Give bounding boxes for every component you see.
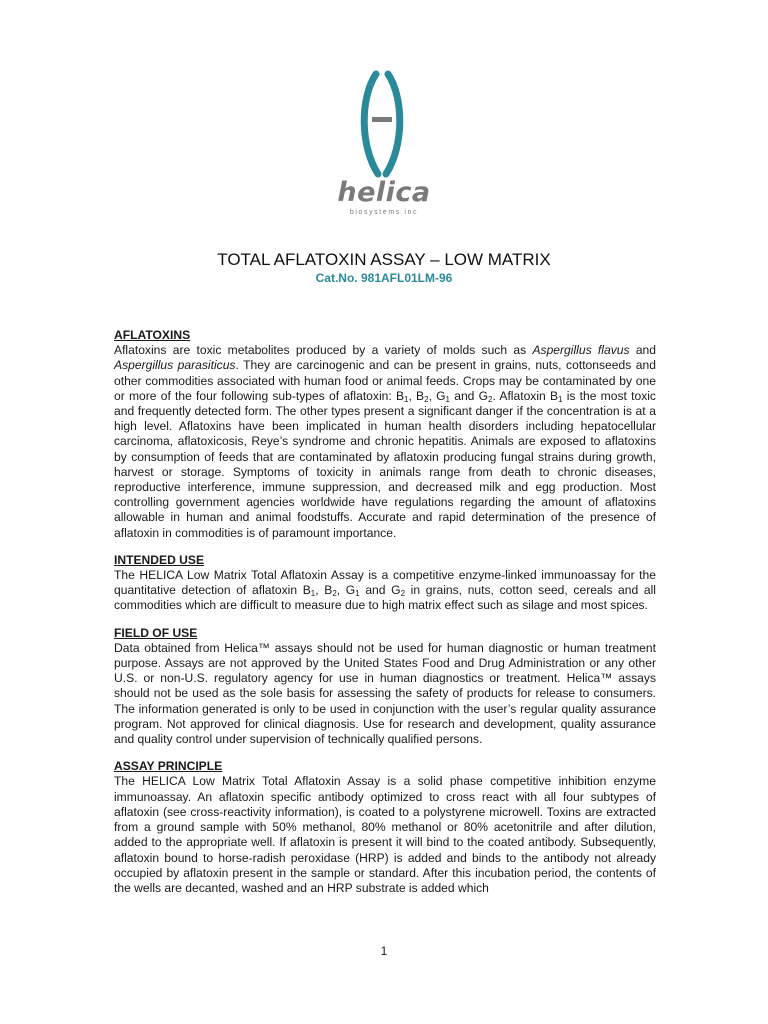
- helica-logo-mark: [338, 70, 430, 190]
- section-aflatoxins: [114, 328, 656, 541]
- page-number: 1: [380, 944, 388, 958]
- catalog-number: Cat.No. 981AFL01LM-96: [315, 271, 453, 285]
- section-text: The HELICA Low Matrix Total Aflatoxin Assay is a solid phase competitive inhibition enzyme immunoassay. An aflatoxin specific antibody optimized to cross react with all four subtypes of aflatoxin (see cross-reactivity information), is coated to a polystyrene microwell. Toxins are extracted from a ground sample with 50% methanol, 80% methanol or 80% acetonitrile and after dilution, added to the appropriate well. If aflatoxin is present it will bind to the coated antibody. Subsequently, aflatoxin bound to horse-radish peroxidase (HRP) is added and binds to the antibody not already occupied by aflatoxin present in the sample or standard. After this incubation period, the contents of the wells are decanted, washed and an HRP substrate is added which: [114, 774, 656, 895]
- section-text: The HELICA Low Matrix Total Aflatoxin Assay is a competitive enzyme-linked immunoassay for the quantitative detection of aflatoxin $B_1$, $B_2$, $G_1$ and $G_2$ in grains, nuts, cotton seed, cereals and all commodities which are difficult to measure due to high matrix effect such as silage and most spices.: [114, 568, 656, 613]
- section-field-of-use: [114, 626, 656, 748]
- brand-name: helica: [337, 177, 431, 208]
- section-heading: AFLATOXINS: [114, 328, 191, 342]
- section-intended-use: [114, 553, 656, 614]
- section-heading: FIELD OF USE: [114, 625, 198, 640]
- section-heading: INTENDED USE: [114, 552, 205, 567]
- brand-subtitle: biosystems inc: [349, 209, 419, 216]
- document-title: TOTAL AFLATOXIN ASSAY – LOW MATRIX: [217, 250, 551, 269]
- section-text: Data obtained from Helica™ assays should not be used for human diagnostic or human treatment purpose. Assays are not approved by the United States Food and Drug Administration or any other U.S. or non-U.S. regulatory agency for use in human diagnostics or treatment. Helica™ assays should not be used as the sole basis for assessing the safety of products for release to consumers. The information generated is only to be used in conjunction with the user’s regular quality assurance program. Not approved for clinical diagnosis. Use for research and development, quality assurance and quality control under supervision of technically qualified persons.: [114, 640, 656, 747]
- brand-block: [320, 178, 448, 218]
- section-text: Aflatoxins are toxic metabolites produced by a variety of molds such as Aspergillus flavus and Aspergillus parasiticus. They are carcinogenic and can be present in grains, nuts, cottonseeds and other commodities associated with human food or animal feeds. Crops may be contaminated by one or more of the four following sub-types of aflatoxin: $B_1$, $B_2$, $G_1$ and $G_2$. Aflatoxin $B_1$ is the most toxic and frequently detected form. The other types present a significant danger if the concentration is at a high level. Aflatoxins have been implicated in human health disorders including hepatocellular carcinoma, aflatoxicosis, Reye’s syndrome and chronic hepatitis. Animals are exposed to aflatoxins by consumption of feeds that are contaminated by aflatoxin producing fungal strains during growth, harvest or storage. Symptoms of toxicity in animals range from death to chronic diseases, reproductive interference, immune suppression, and decreased milk and egg production. Most controlling government agencies worldwide have regulations regarding the amount of aflatoxins allowable in human and animal foodstuffs. Accurate and rapid determination of the presence of aflatoxin in commodities is of paramount importance.: [114, 343, 656, 540]
- section-heading: ASSAY PRINCIPLE: [114, 759, 223, 774]
- section-assay-principle: [114, 759, 656, 896]
- document-body: [114, 328, 656, 908]
